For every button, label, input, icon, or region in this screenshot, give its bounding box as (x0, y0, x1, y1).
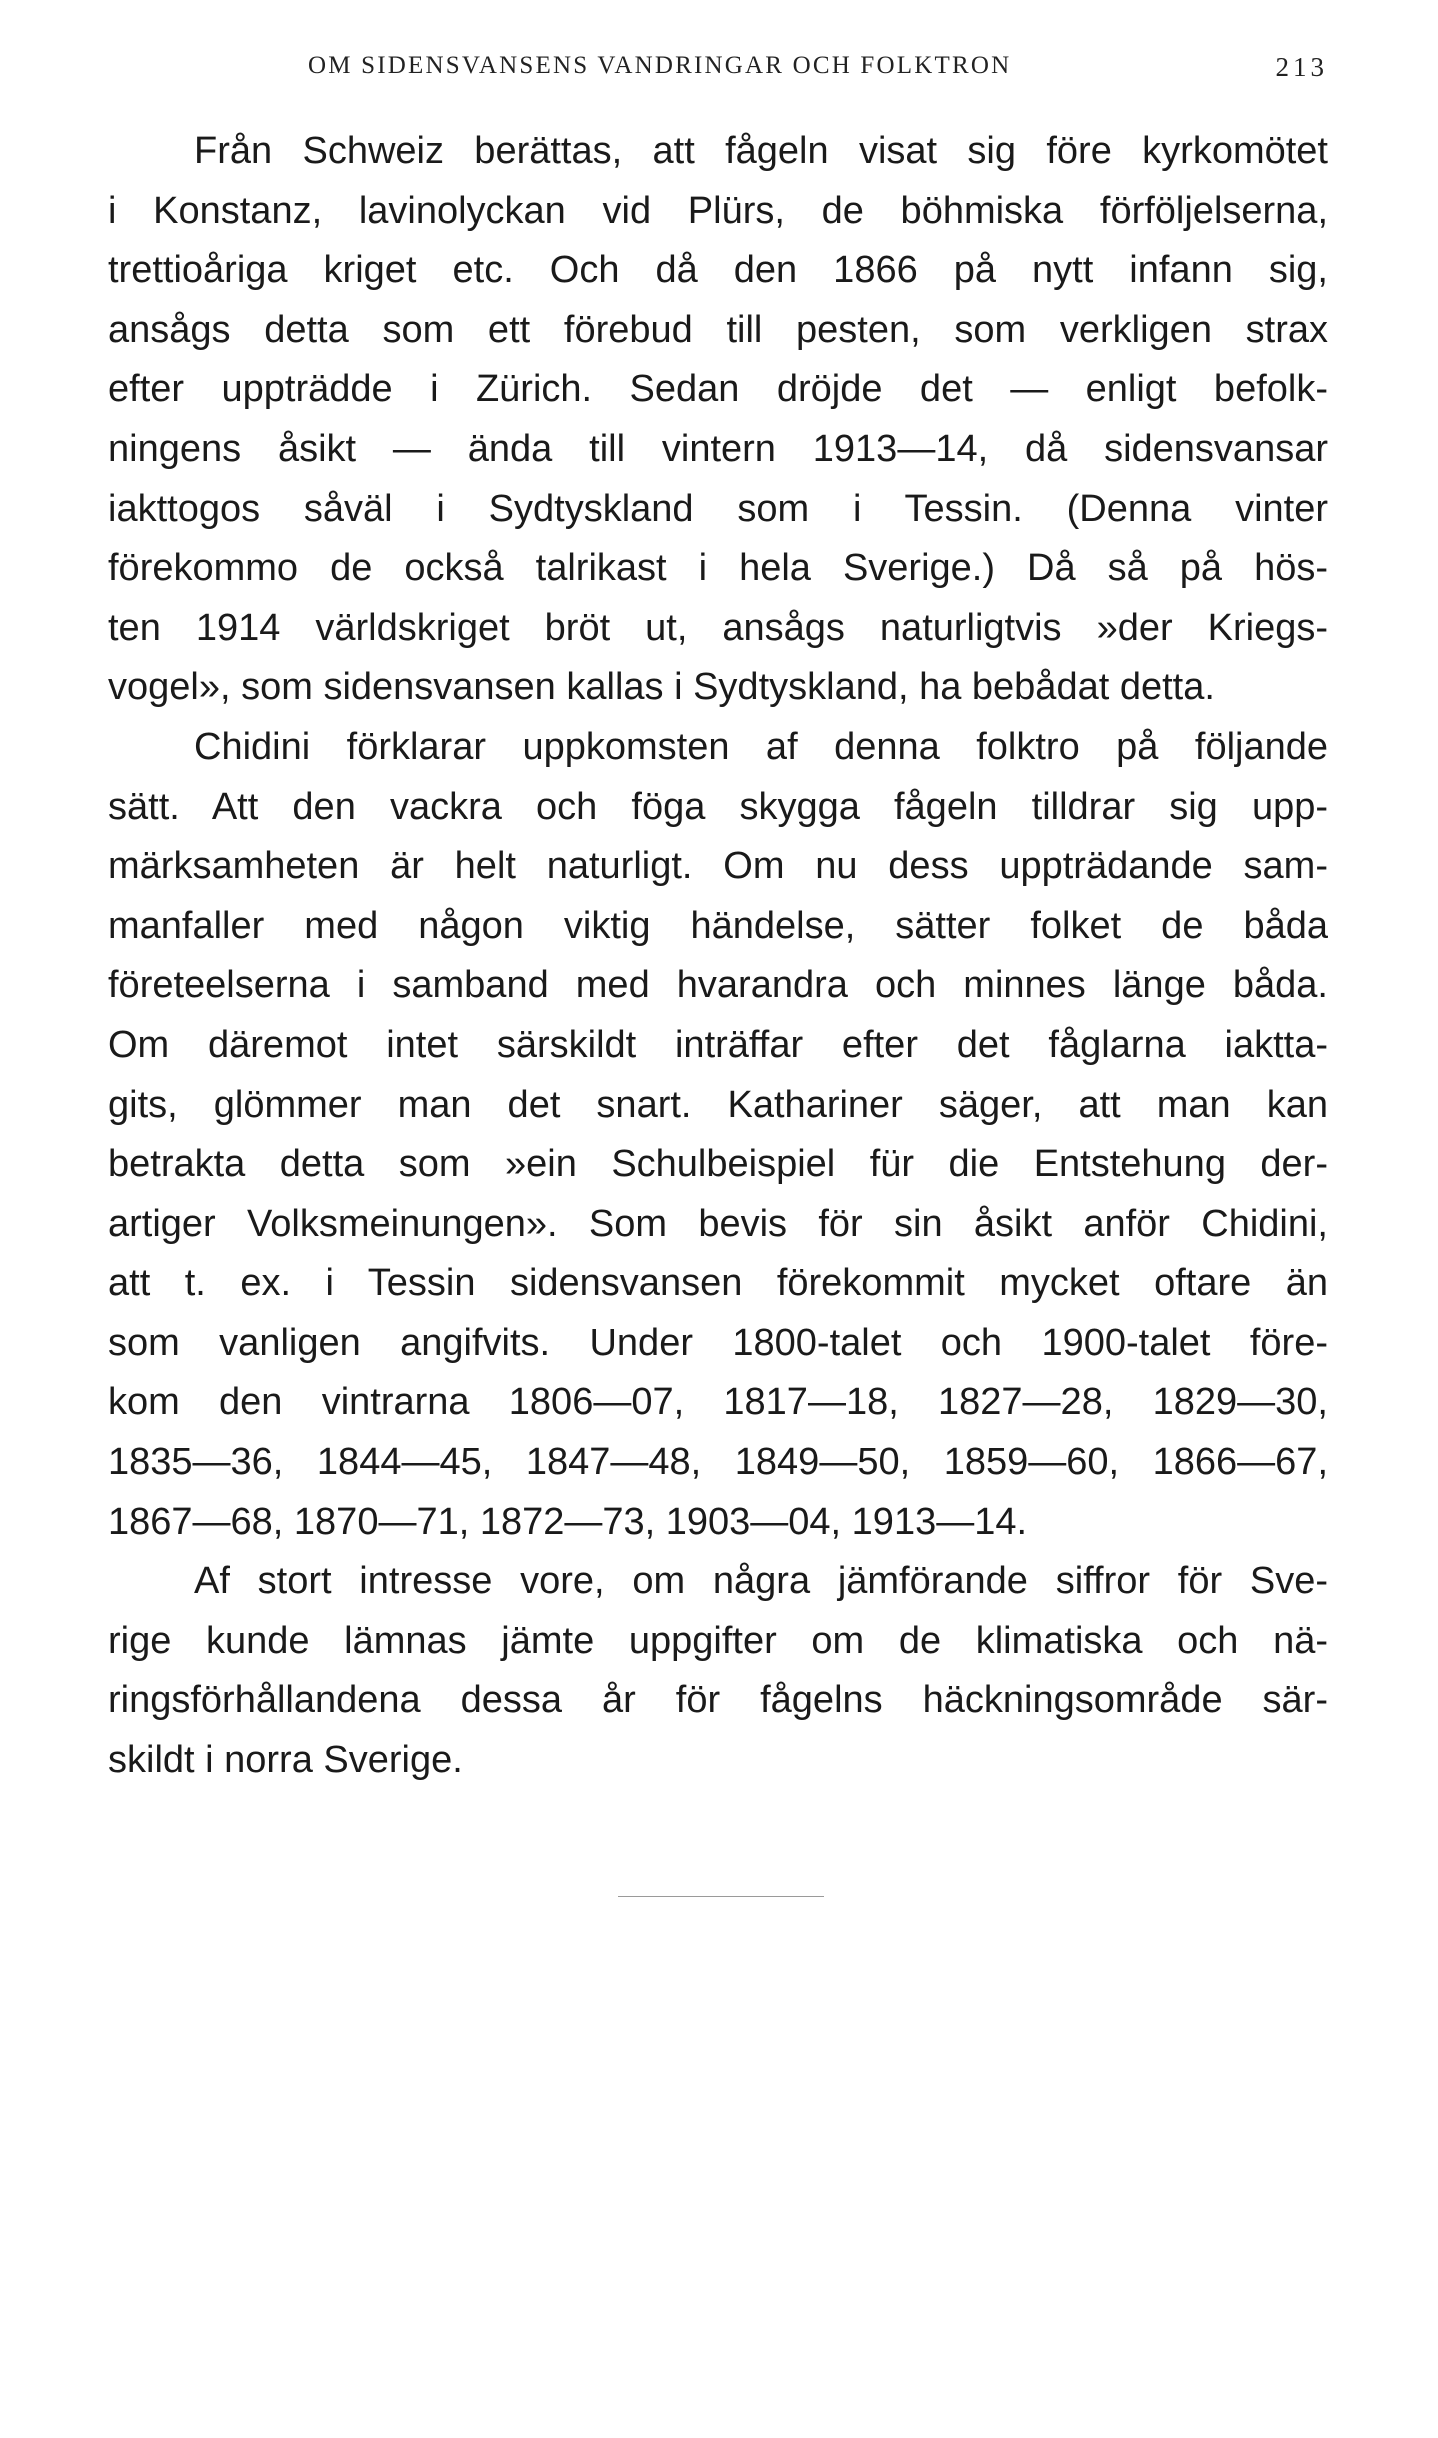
text-line: ringsförhållandena dessa år för fågelns häckningsområde sär- (108, 1679, 1328, 1722)
paragraph-2 (108, 718, 1328, 1552)
text-line: vogel», som sidensvansen kallas i Sydtyskland, ha bebådat detta. (108, 666, 1215, 709)
text-line: efter uppträdde i Zürich. Sedan dröjde det — enligt befolk- (108, 368, 1328, 411)
body-text (108, 122, 1328, 1791)
text-line: Chidini förklarar uppkomsten af denna folktro på följande (194, 725, 1328, 768)
text-line: företeelserna i samband med hvarandra och minnes länge båda. (108, 964, 1328, 1007)
text-line: manfaller med någon viktig händelse, sätter folket de båda (108, 904, 1328, 947)
text-line: ten 1914 världskriget bröt ut, ansågs naturligtvis »der Kriegs- (108, 606, 1328, 649)
text-line: 1835—36, 1844—45, 1847—48, 1849—50, 1859—60, 1866—67, (108, 1441, 1328, 1484)
text-line: ansågs detta som ett förebud till pesten, som verkligen strax (108, 308, 1328, 351)
text-line: rige kunde lämnas jämte uppgifter om de klimatiska och nä- (108, 1619, 1328, 1662)
text-line: sätt. Att den vackra och föga skygga fågeln tilldrar sig upp- (108, 785, 1328, 828)
section-divider (618, 1896, 824, 1897)
text-line: ningens åsikt — ända till vintern 1913—14, då sidensvansar (108, 427, 1328, 470)
text-line: i Konstanz, lavinolyckan vid Plürs, de böhmiska förföljelserna, (108, 189, 1328, 232)
text-line: att t. ex. i Tessin sidensvansen förekommit mycket oftare än (108, 1262, 1328, 1305)
paragraph-3 (108, 1552, 1328, 1790)
text-line: förekommo de också talrikast i hela Sverige.) Då så på hös- (108, 547, 1328, 590)
text-line: artiger Volksmeinungen». Som bevis för sin åsikt anför Chidini, (108, 1202, 1328, 1245)
paragraph-1 (108, 122, 1328, 718)
text-line: gits, glömmer man det snart. Kathariner säger, att man kan (108, 1083, 1328, 1126)
text-line: betrakta detta som »ein Schulbeispiel für die Entstehung der- (108, 1143, 1328, 1186)
text-line: Från Schweiz berättas, att fågeln visat sig före kyrkomötet (194, 130, 1328, 172)
text-line: som vanligen angifvits. Under 1800-talet och 1900-talet före- (108, 1321, 1328, 1364)
header-title: OM SIDENSVANSENS VANDRINGAR OCH FOLKTRON (308, 52, 1012, 79)
text-line: Om däremot intet särskildt inträffar efter det fåglarna iaktta- (108, 1023, 1328, 1066)
running-header (108, 52, 1328, 92)
text-line: iakttogos såväl i Sydtyskland som i Tessin. (Denna vinter (108, 487, 1328, 530)
text-line: kom den vintrarna 1806—07, 1817—18, 1827—28, 1829—30, (108, 1381, 1328, 1424)
text-line: Af stort intresse vore, om några jämförande siffror för Sve- (194, 1560, 1328, 1603)
text-line: 1867—68, 1870—71, 1872—73, 1903—04, 1913—14. (108, 1500, 1028, 1543)
text-line: trettioåriga kriget etc. Och då den 1866 på nytt infann sig, (108, 249, 1328, 292)
page-number: 213 (1275, 52, 1328, 82)
text-line: skildt i norra Sverige. (108, 1739, 463, 1782)
text-line: märksamheten är helt naturligt. Om nu dess uppträdande sam- (108, 845, 1328, 888)
